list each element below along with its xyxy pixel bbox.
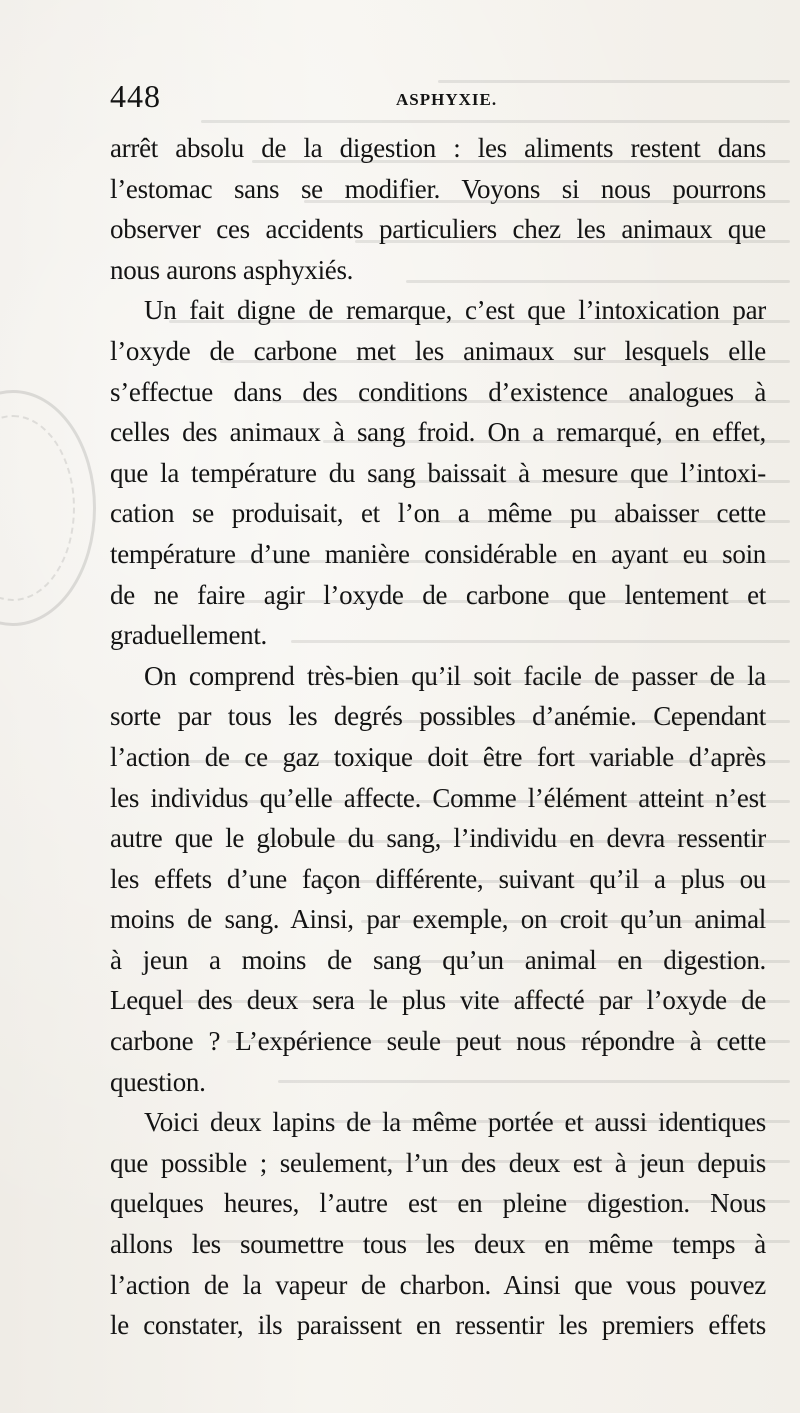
text-line: l’estomac sans se modifier. Voyons si nous pourrons (110, 173, 766, 204)
text-line: l’action de la vapeur de charbon. Ainsi que vous pouvez (110, 1269, 766, 1300)
running-head (110, 78, 770, 118)
text-line: graduellement. (110, 620, 267, 651)
text-line: quelques heures, l’autre est en pleine digestion. Nous (110, 1188, 766, 1219)
text-line: moins de sang. Ainsi, par exemple, on croit qu’un animal (110, 904, 766, 935)
text-line: à jeun a moins de sang qu’un animal en digestion. (110, 944, 766, 975)
text-line: que la température du sang baissait à mesure que l’intoxi- (110, 457, 766, 488)
text-line: Un fait digne de remarque, c’est que l’intoxication par (144, 295, 766, 326)
text-line: l’action de ce gaz toxique doit être fort variable d’après (110, 741, 766, 772)
text-line: s’effectue dans des conditions d’existence analogues à (110, 376, 766, 407)
text-line: nous aurons asphyxiés. (110, 254, 354, 285)
text-line: carbone ? L’expérience seule peut nous répondre à cette (110, 1026, 766, 1057)
text-line: allons les soumettre tous les deux en même temps à (110, 1229, 766, 1260)
text-line: Lequel des deux sera le plus vite affecté par l’oxyde de (110, 985, 766, 1016)
text-line: arrêt absolu de la digestion : les aliments restent dans (110, 133, 766, 163)
page-number: 448 (110, 78, 161, 114)
text-line: observer ces accidents particuliers chez les animaux que (110, 214, 766, 245)
text-line: l’oxyde de carbone met les animaux sur lesquels elle (110, 335, 766, 366)
library-stamp (0, 390, 96, 626)
text-line: cation se produisait, et l’on a même pu abaisser cette (110, 498, 766, 529)
text-line: les individus qu’elle affecte. Comme l’élément atteint n’est (110, 782, 766, 813)
text-line: les effets d’une façon différente, suivant qu’il a plus ou (110, 863, 766, 894)
text-line: que possible ; seulement, l’un des deux est à jeun depuis (110, 1147, 766, 1178)
text-line: celles des animaux à sang froid. On a remarqué, en effet, (110, 417, 766, 448)
running-title: ASPHYXIE. (396, 90, 498, 109)
text-line: autre que le globule du sang, l’individu en devra ressentir (110, 823, 766, 854)
text-line: On comprend très-bien qu’il soit facile de passer de la (144, 660, 766, 691)
text-line: de ne faire agir l’oxyde de carbone que lentement et (110, 579, 766, 610)
bleed-line (201, 120, 790, 123)
body-text (110, 128, 766, 1346)
text-line: température d’une manière considérable en ayant eu soin (110, 538, 766, 569)
text-line: question. (110, 1066, 206, 1097)
text-line: sorte par tous les degrés possibles d’anémie. Cependant (110, 701, 766, 732)
text-line: Voici deux lapins de la même portée et aussi identiques (144, 1107, 766, 1138)
text-line: le constater, ils paraissent en ressentir les premiers effets (110, 1310, 766, 1341)
